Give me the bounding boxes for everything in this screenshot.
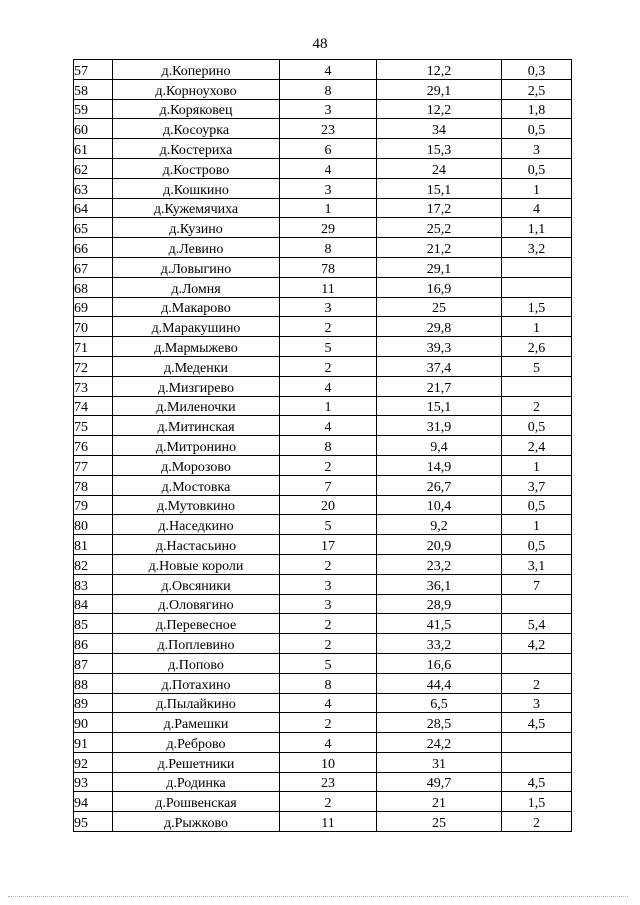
table-row [74,812,572,832]
settlement-name: д.Миленочки [113,396,280,416]
row-number: 78 [74,475,113,495]
table-row [74,594,572,614]
value-cell: 0,5 [502,535,572,555]
row-number: 90 [74,713,113,733]
count-cell: 3 [280,594,377,614]
value-cell: 7 [502,574,572,594]
table-row [74,218,572,238]
distance-cell: 36,1 [377,574,502,594]
count-cell: 29 [280,218,377,238]
count-cell: 78 [280,257,377,277]
count-cell: 23 [280,119,377,139]
settlement-name: д.Наседкино [113,515,280,535]
value-cell: 1 [502,455,572,475]
row-number: 66 [74,238,113,258]
value-cell: 4,5 [502,713,572,733]
distance-cell: 12,2 [377,60,502,80]
row-number: 91 [74,733,113,753]
value-cell [502,733,572,753]
row-number: 75 [74,416,113,436]
table-row [74,317,572,337]
row-number: 89 [74,693,113,713]
row-number: 72 [74,356,113,376]
count-cell: 4 [280,60,377,80]
value-cell: 0,3 [502,60,572,80]
distance-cell: 28,9 [377,594,502,614]
count-cell: 3 [280,99,377,119]
distance-cell: 16,6 [377,653,502,673]
count-cell: 5 [280,337,377,357]
count-cell: 4 [280,733,377,753]
distance-cell: 34 [377,119,502,139]
settlement-name: д.Кужемячиха [113,198,280,218]
count-cell: 2 [280,634,377,654]
distance-cell: 15,3 [377,139,502,159]
distance-cell: 26,7 [377,475,502,495]
distance-cell: 17,2 [377,198,502,218]
value-cell: 3,2 [502,238,572,258]
row-number: 68 [74,277,113,297]
value-cell: 0,5 [502,416,572,436]
count-cell: 11 [280,812,377,832]
table-row [74,673,572,693]
distance-cell: 39,3 [377,337,502,357]
table-row [74,416,572,436]
count-cell: 3 [280,297,377,317]
value-cell: 1 [502,515,572,535]
settlement-name: д.Морозово [113,455,280,475]
value-cell: 2 [502,812,572,832]
settlement-name: д.Коперино [113,60,280,80]
table-row [74,79,572,99]
distance-cell: 9,4 [377,436,502,456]
row-number: 80 [74,515,113,535]
count-cell: 20 [280,495,377,515]
value-cell: 4,2 [502,634,572,654]
value-cell: 3 [502,693,572,713]
table-row [74,614,572,634]
row-number: 76 [74,436,113,456]
settlement-name: д.Коряковец [113,99,280,119]
count-cell: 8 [280,436,377,456]
table-row [74,653,572,673]
table-row [74,792,572,812]
table-row [74,535,572,555]
row-number: 86 [74,634,113,654]
row-number: 62 [74,158,113,178]
value-cell: 1,8 [502,99,572,119]
settlement-name: д.Новые короли [113,554,280,574]
settlement-name: д.Попово [113,653,280,673]
settlement-name: д.Настасьино [113,535,280,555]
settlement-name: д.Митронино [113,436,280,456]
settlement-name: д.Овсяники [113,574,280,594]
distance-cell: 14,9 [377,455,502,475]
settlement-name: д.Родинка [113,772,280,792]
settlement-name: д.Поплевино [113,634,280,654]
row-number: 93 [74,772,113,792]
row-number: 71 [74,337,113,357]
value-cell: 2,5 [502,79,572,99]
row-number: 59 [74,99,113,119]
settlement-name: д.Ловыгино [113,257,280,277]
count-cell: 1 [280,198,377,218]
count-cell: 8 [280,79,377,99]
count-cell: 10 [280,752,377,772]
row-number: 77 [74,455,113,475]
value-cell: 1 [502,178,572,198]
settlement-name: д.Корноухово [113,79,280,99]
table-row [74,752,572,772]
value-cell: 3 [502,139,572,159]
row-number: 85 [74,614,113,634]
distance-cell: 9,2 [377,515,502,535]
row-number: 83 [74,574,113,594]
table-row [74,297,572,317]
table-row [74,337,572,357]
settlement-name: д.Пылайкино [113,693,280,713]
distance-cell: 15,1 [377,178,502,198]
distance-cell: 49,7 [377,772,502,792]
table-row [74,693,572,713]
settlement-name: д.Мостовка [113,475,280,495]
row-number: 81 [74,535,113,555]
count-cell: 6 [280,139,377,159]
settlement-name: д.Митинская [113,416,280,436]
value-cell: 1,1 [502,218,572,238]
table-row [74,376,572,396]
row-number: 57 [74,60,113,80]
count-cell: 5 [280,515,377,535]
row-number: 73 [74,376,113,396]
value-cell [502,752,572,772]
distance-cell: 29,1 [377,257,502,277]
distance-cell: 12,2 [377,99,502,119]
settlement-name: д.Кошкино [113,178,280,198]
distance-cell: 24 [377,158,502,178]
value-cell: 3,7 [502,475,572,495]
table-row [74,99,572,119]
table-row [74,713,572,733]
table-row [74,277,572,297]
row-number: 65 [74,218,113,238]
page-number: 48 [312,36,328,52]
count-cell: 4 [280,693,377,713]
table-row [74,455,572,475]
table-row [74,238,572,258]
distance-cell: 23,2 [377,554,502,574]
settlement-name: д.Перевесное [113,614,280,634]
distance-cell: 21,2 [377,238,502,258]
table-row [74,119,572,139]
distance-cell: 41,5 [377,614,502,634]
table-row [74,574,572,594]
value-cell [502,277,572,297]
value-cell: 4,5 [502,772,572,792]
row-number: 64 [74,198,113,218]
table-row [74,554,572,574]
settlement-name: д.Кострово [113,158,280,178]
settlement-name: д.Маракушино [113,317,280,337]
value-cell: 2 [502,396,572,416]
distance-cell: 44,4 [377,673,502,693]
table-row [74,396,572,416]
table-row [74,772,572,792]
count-cell: 3 [280,178,377,198]
distance-cell: 28,5 [377,713,502,733]
row-number: 79 [74,495,113,515]
settlement-name: д.Потахино [113,673,280,693]
count-cell: 1 [280,396,377,416]
distance-cell: 25 [377,812,502,832]
count-cell: 4 [280,376,377,396]
value-cell: 5,4 [502,614,572,634]
distance-cell: 29,8 [377,317,502,337]
distance-cell: 10,4 [377,495,502,515]
value-cell: 1 [502,317,572,337]
value-cell: 3,1 [502,554,572,574]
row-number: 94 [74,792,113,812]
row-number: 69 [74,297,113,317]
settlement-name: д.Костериха [113,139,280,159]
table-row [74,515,572,535]
table-row [74,634,572,654]
value-cell [502,594,572,614]
count-cell: 5 [280,653,377,673]
table-row [74,158,572,178]
row-number: 88 [74,673,113,693]
table-row [74,495,572,515]
count-cell: 23 [280,772,377,792]
row-number: 82 [74,554,113,574]
table-row [74,436,572,456]
table-row [74,178,572,198]
settlement-name: д.Мутовкино [113,495,280,515]
settlement-name: д.Оловягино [113,594,280,614]
value-cell: 4 [502,198,572,218]
value-cell: 0,5 [502,119,572,139]
value-cell: 1,5 [502,297,572,317]
row-number: 84 [74,594,113,614]
settlement-name: д.Косоурка [113,119,280,139]
settlement-name: д.Меденки [113,356,280,376]
count-cell: 8 [280,238,377,258]
table-row [74,733,572,753]
settlement-name: д.Ломня [113,277,280,297]
distance-cell: 21,7 [377,376,502,396]
scan-edge-line [8,896,628,899]
count-cell: 2 [280,356,377,376]
distance-cell: 25,2 [377,218,502,238]
value-cell: 2,6 [502,337,572,357]
distance-cell: 31 [377,752,502,772]
value-cell: 1,5 [502,792,572,812]
settlement-name: д.Решетники [113,752,280,772]
count-cell: 4 [280,158,377,178]
count-cell: 3 [280,574,377,594]
row-number: 61 [74,139,113,159]
count-cell: 17 [280,535,377,555]
row-number: 87 [74,653,113,673]
table-row [74,257,572,277]
value-cell: 5 [502,356,572,376]
settlement-name: д.Рамешки [113,713,280,733]
table-row [74,356,572,376]
row-number: 60 [74,119,113,139]
distance-cell: 33,2 [377,634,502,654]
value-cell: 0,5 [502,158,572,178]
row-number: 63 [74,178,113,198]
table-row [74,60,572,80]
distance-cell: 37,4 [377,356,502,376]
value-cell: 2 [502,673,572,693]
row-number: 92 [74,752,113,772]
count-cell: 2 [280,792,377,812]
distance-cell: 24,2 [377,733,502,753]
value-cell: 0,5 [502,495,572,515]
distance-cell: 25 [377,297,502,317]
distance-cell: 29,1 [377,79,502,99]
distance-cell: 6,5 [377,693,502,713]
settlement-name: д.Кузино [113,218,280,238]
distance-cell: 21 [377,792,502,812]
settlements-table [73,59,572,832]
settlement-name: д.Левино [113,238,280,258]
value-cell [502,653,572,673]
row-number: 74 [74,396,113,416]
value-cell [502,376,572,396]
value-cell: 2,4 [502,436,572,456]
table-row [74,198,572,218]
count-cell: 2 [280,554,377,574]
count-cell: 8 [280,673,377,693]
value-cell [502,257,572,277]
settlement-name: д.Рошвенская [113,792,280,812]
settlement-name: д.Мармыжево [113,337,280,357]
settlement-name: д.Мизгирево [113,376,280,396]
row-number: 67 [74,257,113,277]
settlement-name: д.Реброво [113,733,280,753]
settlement-name: д.Макарово [113,297,280,317]
distance-cell: 20,9 [377,535,502,555]
table-body [74,60,572,832]
row-number: 58 [74,79,113,99]
settlement-name: д.Рыжково [113,812,280,832]
distance-cell: 15,1 [377,396,502,416]
count-cell: 7 [280,475,377,495]
table-row [74,139,572,159]
row-number: 70 [74,317,113,337]
distance-cell: 16,9 [377,277,502,297]
row-number: 95 [74,812,113,832]
count-cell: 2 [280,455,377,475]
count-cell: 2 [280,713,377,733]
count-cell: 2 [280,317,377,337]
count-cell: 4 [280,416,377,436]
count-cell: 11 [280,277,377,297]
count-cell: 2 [280,614,377,634]
distance-cell: 31,9 [377,416,502,436]
table-row [74,475,572,495]
